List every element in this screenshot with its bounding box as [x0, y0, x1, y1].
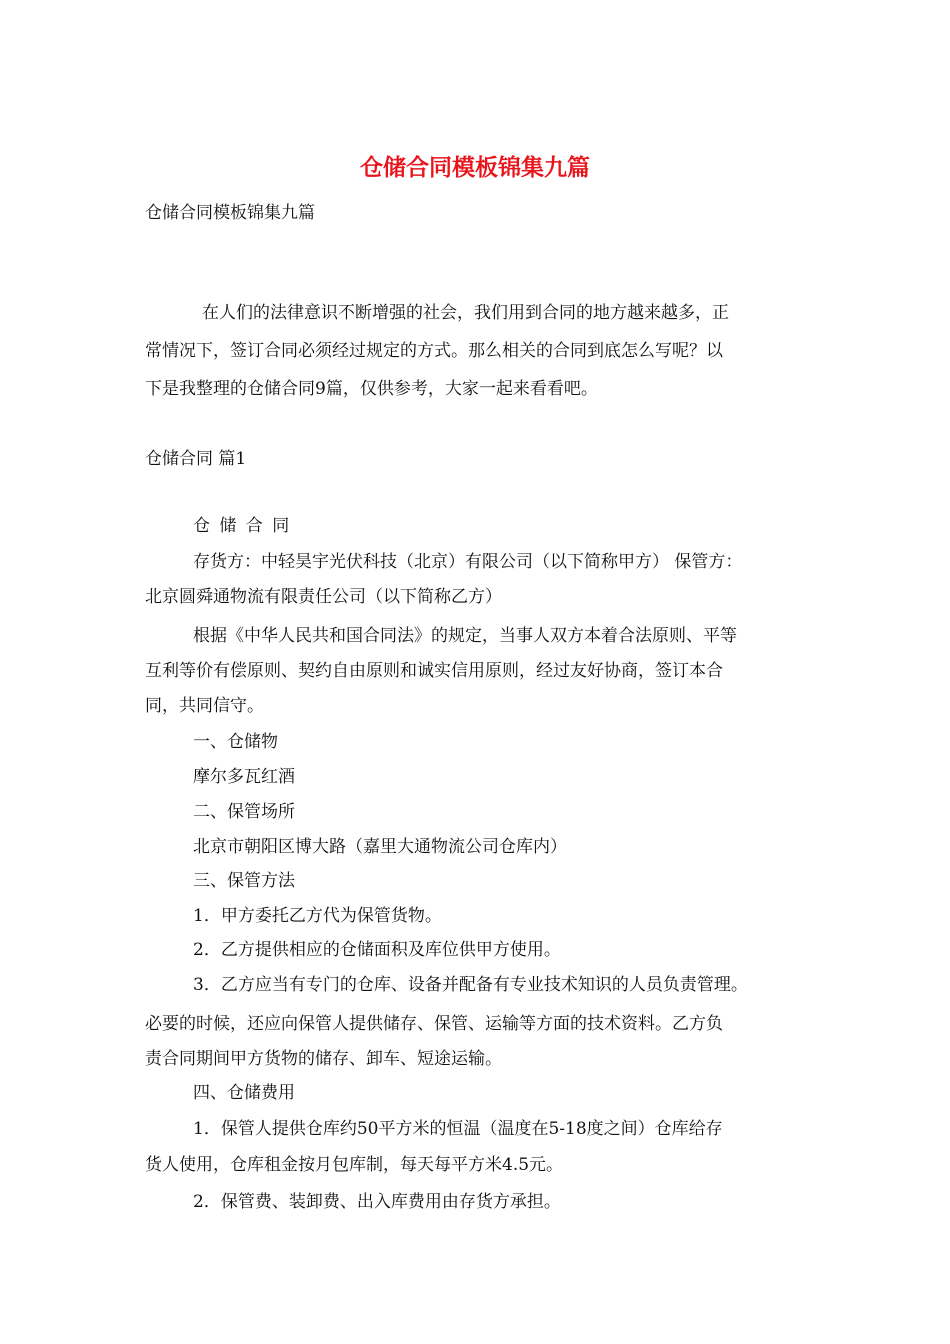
document-title: 仓储合同模板锦集九篇 — [360, 154, 590, 181]
clause-1-body: 摩尔多瓦红酒 — [193, 767, 295, 787]
clause-2-body: 北京市朝阳区博大路（嘉里大通物流公司仓库内） — [193, 837, 567, 857]
preamble-line-2: 互利等价有偿原则、契约自由原则和诚实信用原则，经过友好协商，签订本合 — [145, 661, 723, 681]
contract-title: 仓 储 合 同 — [193, 516, 292, 536]
clause-3-item-2: 2．乙方提供相应的仓储面积及库位供甲方使用。 — [193, 940, 561, 960]
intro-line-2: 常情况下，签订合同必须经过规定的方式。那么相关的合同到底怎么写呢？以 — [145, 341, 723, 361]
clause-4-title: 四、仓储费用 — [193, 1083, 295, 1103]
clause-3-item-3-cont-1: 必要的时候，还应向保管人提供储存、保管、运输等方面的技术资料。乙方负 — [145, 1014, 723, 1034]
document-subtitle: 仓储合同模板锦集九篇 — [145, 203, 315, 223]
clause-2-title: 二、保管场所 — [193, 802, 295, 822]
clause-4-item-1: 1．保管人提供仓库约50平方米的恒温（温度在5-18度之间）仓库给存 — [193, 1119, 723, 1139]
clause-3-item-3: 3．乙方应当有专门的仓库、设备并配备有专业技术知识的人员负责管理。 — [193, 975, 748, 995]
section-heading: 仓储合同 篇1 — [145, 449, 247, 469]
preamble-line-3: 同，共同信守。 — [145, 696, 264, 716]
preamble-line-1: 根据《中华人民共和国合同法》的规定，当事人双方本着合法原则、平等 — [193, 626, 737, 646]
clause-4-item-2: 2．保管费、装卸费、出入库费用由存货方承担。 — [193, 1192, 561, 1212]
clause-3-item-3-cont-2: 责合同期间甲方货物的储存、卸车、短途运输。 — [145, 1049, 502, 1069]
clause-3-item-1: 1．甲方委托乙方代为保管货物。 — [193, 906, 442, 926]
intro-line-1: 在人们的法律意识不断增强的社会，我们用到合同的地方越来越多，正 — [202, 303, 729, 323]
clause-4-item-1-cont: 货人使用，仓库租金按月包库制，每天每平方米4.5元。 — [145, 1155, 564, 1175]
parties-line-1: 存货方：中轻昊宇光伏科技（北京）有限公司（以下简称甲方） 保管方： — [193, 552, 743, 572]
clause-3-title: 三、保管方法 — [193, 871, 295, 891]
parties-line-2: 北京圆舜通物流有限责任公司（以下简称乙方） — [145, 587, 502, 607]
intro-line-3: 下是我整理的仓储合同9篇，仅供参考，大家一起来看看吧。 — [145, 379, 598, 399]
clause-1-title: 一、仓储物 — [193, 732, 278, 752]
